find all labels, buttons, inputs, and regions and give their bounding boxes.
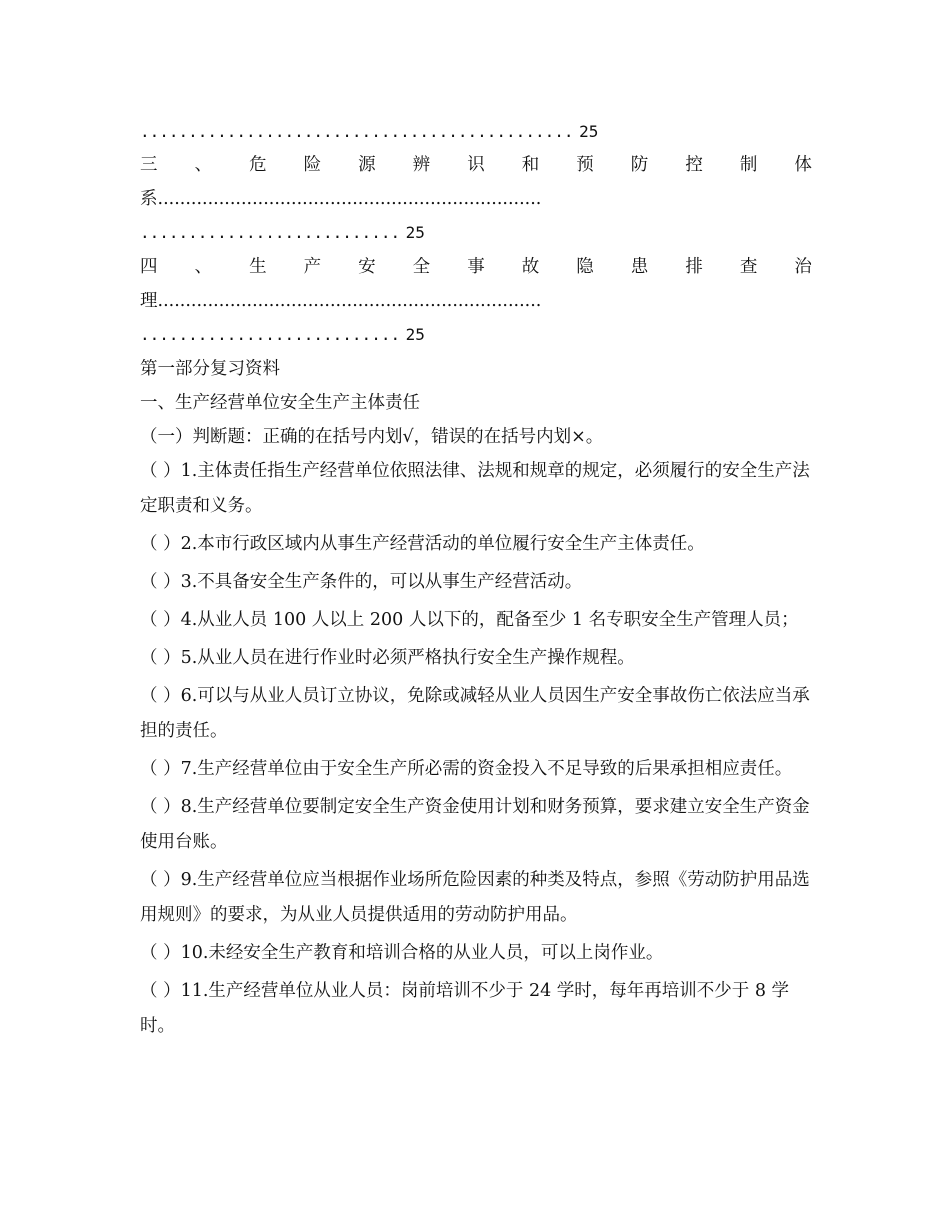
toc-item-3-title xyxy=(140,148,812,182)
toc-item-3-dots xyxy=(140,216,812,250)
section-heading: 一、生产经营单位安全生产主体责任 xyxy=(140,393,420,413)
question-text: （ ）4.从业人员 100 人以上 200 人以下的，配备至少 1 名专职安全生产管理人员； xyxy=(140,610,799,630)
toc-dots: ........................... xyxy=(140,223,401,242)
question-item xyxy=(140,679,812,749)
toc-char: 隐 xyxy=(576,257,594,277)
question-text: （ ）5.从业人员在进行作业时必须严格执行安全生产操作规程。 xyxy=(140,648,635,668)
question-text: （ ）9.生产经营单位应当根据作业场所危险因素的种类及特点，参照《劳动防护用品选用规则》的要求，为从业人员提供适用的劳动防护用品。 xyxy=(140,870,810,925)
question-text: （ ）1.主体责任指生产经营单位依照法律、法规和规章的规定，必须履行的安全生产法定职责和义务。 xyxy=(140,461,810,516)
toc-char: 安 xyxy=(358,257,376,277)
toc-cont-text: 系..................................................................... xyxy=(140,189,542,209)
question-instruction: （一）判断题：正确的在括号内划√，错误的在括号内划×。 xyxy=(140,427,604,447)
toc-cont-text: 理..................................................................... xyxy=(140,291,542,311)
question-text: （ ）10.未经安全生产教育和培训合格的从业人员，可以上岗作业。 xyxy=(140,943,664,963)
toc-item-4-cont xyxy=(140,284,812,318)
question-item xyxy=(140,863,812,933)
toc-line-continuation xyxy=(140,116,812,148)
toc-char: 治 xyxy=(794,257,812,277)
toc-page-number: 25 xyxy=(405,223,425,242)
question-item xyxy=(140,527,812,562)
toc-char: 三 xyxy=(140,155,158,175)
toc-page-number: 25 xyxy=(579,122,599,141)
question-text: （ ）7.生产经营单位由于安全生产所必需的资金投入不足导致的后果承担相应责任。 xyxy=(140,759,793,779)
question-text: （ ）2.本市行政区域内从事生产经营活动的单位履行安全生产主体责任。 xyxy=(140,534,705,554)
toc-char: 事 xyxy=(467,257,485,277)
toc-dots: ........................... xyxy=(140,325,401,344)
toc-char: 防 xyxy=(630,155,649,175)
question-item xyxy=(140,565,812,600)
toc-char: 、 xyxy=(194,257,213,277)
question-text: （ ）8.生产经营单位要制定安全生产资金使用计划和财务预算，要求建立安全生产资金使用台账。 xyxy=(140,797,810,852)
toc-char: 四 xyxy=(140,257,158,277)
toc-char: 查 xyxy=(739,257,758,277)
question-item xyxy=(140,974,812,1044)
toc-item-4-title xyxy=(140,250,812,284)
toc-char: 排 xyxy=(685,257,703,277)
toc-char: 患 xyxy=(630,257,649,277)
question-item xyxy=(140,641,812,676)
question-text: （ ）6.可以与从业人员订立协议，免除或减轻从业人员因生产安全事故伤亡依法应当承担的责任。 xyxy=(140,686,810,741)
question-item xyxy=(140,752,812,787)
toc-char: 产 xyxy=(303,257,322,277)
toc-char: 辨 xyxy=(412,155,431,175)
toc-item-3-cont xyxy=(140,182,812,216)
question-item xyxy=(140,603,812,638)
question-item xyxy=(140,454,812,524)
question-item xyxy=(140,936,812,971)
toc-char: 全 xyxy=(412,257,431,277)
toc-char: 故 xyxy=(521,257,540,277)
toc-dots: ............................................. xyxy=(140,122,574,141)
toc-char: 险 xyxy=(303,155,322,175)
toc-item-4-dots xyxy=(140,318,812,352)
toc-char: 、 xyxy=(194,155,213,175)
toc-char: 和 xyxy=(521,155,540,175)
toc-char: 制 xyxy=(739,155,758,175)
toc-char: 控 xyxy=(685,155,703,175)
toc-char: 源 xyxy=(358,155,376,175)
toc-char: 生 xyxy=(249,257,267,277)
toc-char: 危 xyxy=(249,155,267,175)
toc-char: 识 xyxy=(467,155,485,175)
toc-char: 预 xyxy=(576,155,594,175)
toc-char: 体 xyxy=(794,155,812,175)
question-item xyxy=(140,790,812,860)
question-text: （ ）11.生产经营单位从业人员：岗前培训不少于 24 学时，每年再培训不少于 8 学时。 xyxy=(140,981,790,1036)
document-page xyxy=(140,116,812,1047)
toc-page-number: 25 xyxy=(405,325,425,344)
part-heading: 第一部分复习资料 xyxy=(140,359,280,379)
question-text: （ ）3.不具备安全生产条件的，可以从事生产经营活动。 xyxy=(140,572,583,592)
